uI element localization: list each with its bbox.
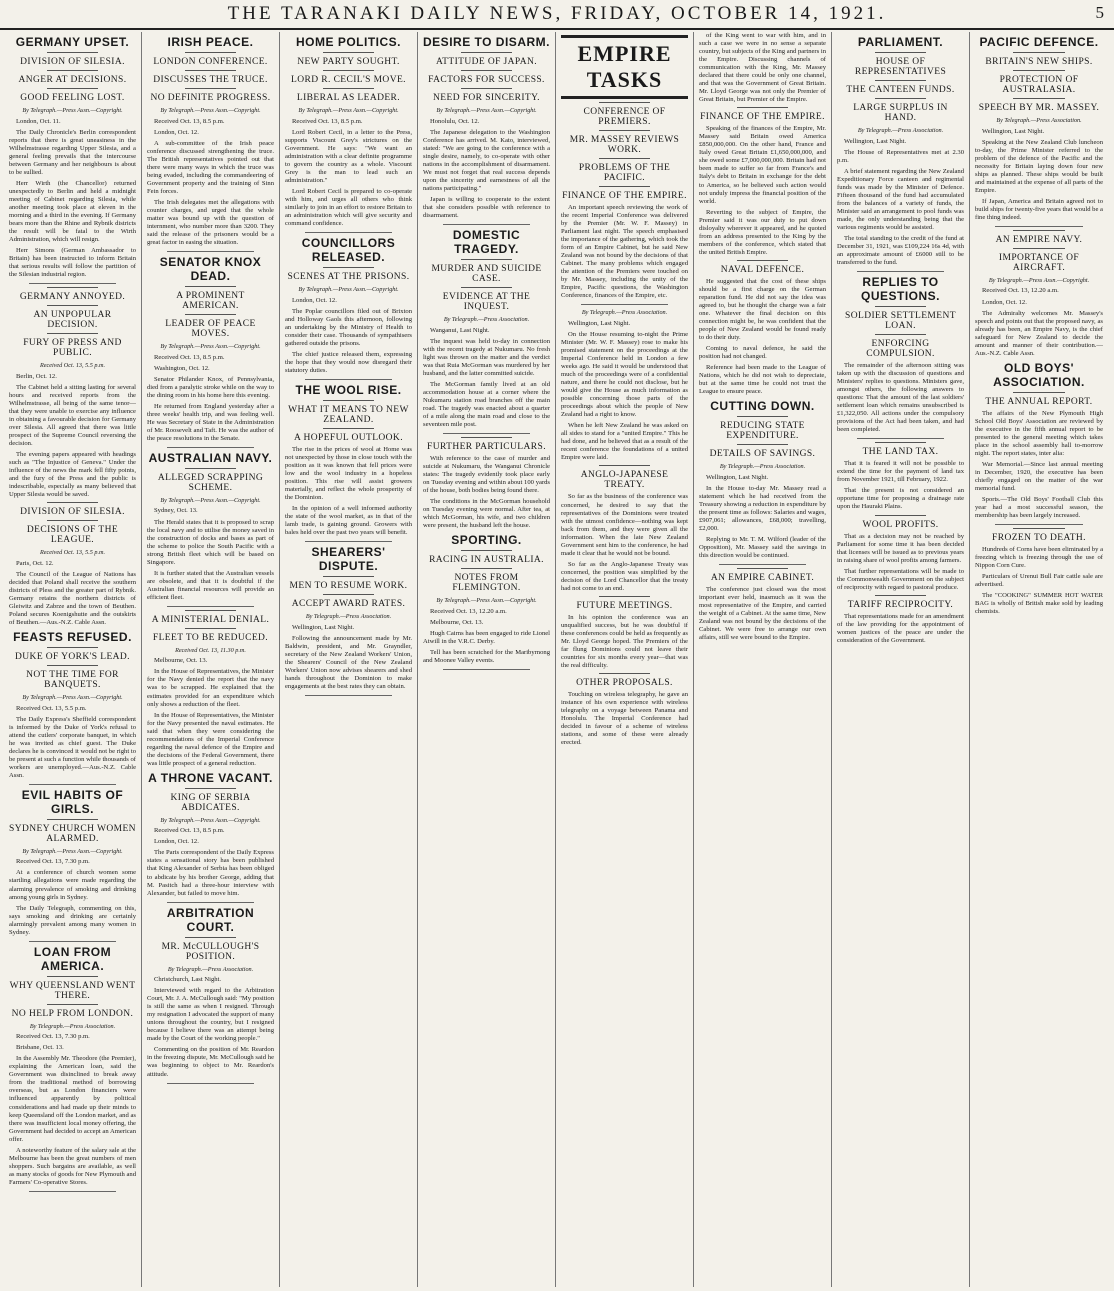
article-paragraph: Received Oct. 13, 8.5 p.m. xyxy=(154,353,225,361)
article-divider xyxy=(581,304,668,305)
article-paragraph: The Irish delegates met the allegations with counter charges, and urged that the whole matter was bound up with the question of internment, who number more than 3200. They said the release of the prisoners would be a great factor in easing the situation. xyxy=(147,198,274,246)
article-divider xyxy=(443,433,530,434)
article-credit: By Telegraph.—Press Assn.—Copyright. xyxy=(22,694,123,701)
article-subheading: LORD R. CECIL'S MOVE. xyxy=(285,70,412,85)
article-headline: REPLIES TO QUESTIONS. xyxy=(860,275,940,304)
article-subheading: NO HELP FROM LONDON. xyxy=(9,1004,136,1019)
article-subheading: AN UNPOPULAR DECISION. xyxy=(9,305,136,330)
article-paragraph: London, Oct. 12. xyxy=(154,128,199,136)
article-paragraph: That further representations will be made to the Commonwealth Government on the subject of reciprocity with regard to pastoral produce. xyxy=(837,567,964,591)
article-headline: OLD BOYS' ASSOCIATION. xyxy=(993,360,1085,389)
article-paragraph: With reference to the case of murder and suicide at Nukumaru, the Wanganui Chronicle states: The tragedy evidently took place early on Tuesday evening and within about 100 yards of the house, both bodies being found there. xyxy=(423,454,550,494)
article-subheading: DETAILS OF SAVINGS. xyxy=(699,444,826,459)
article-subheading: DECISIONS OF THE LEAGUE. xyxy=(9,520,136,545)
article-paragraph: Particulars of Urenui Bull Fair cattle sale are advertised. xyxy=(975,573,1103,589)
article-headline: DOMESTIC TRAGEDY. xyxy=(452,227,521,256)
article-paragraph: The remainder of the afternoon sitting was taken up with the discussion of questions and Ministers' replies to questions. Ministers gave, amongst others, the following answers to questions: That the amount of the last soldiers' settlement loan which remains unsubscribed is £1,322,050. All actions under the compulsory provisions of the Act had been taken, and had been completed. xyxy=(837,362,964,434)
article-paragraph: Tell has been scratched for the Maribyrnong and Moonee Valley events. xyxy=(423,648,550,664)
article-paragraph: Wellington, Last Night. xyxy=(982,127,1045,135)
article-paragraph: In his opinion the conference was an unqualified success, but he was doubtful if these conferences could be held as frequently as Mr. Lloyd George hoped. The Premiers of the far flung Dominions could not leave their countries for six months every year—that was the real difficulty. xyxy=(561,613,688,670)
article-subheading: CONFERENCE OF PREMIERS. xyxy=(561,102,688,127)
article-subheading: PROTECTION OF AUSTRALASIA. xyxy=(975,70,1103,95)
article-divider xyxy=(305,379,392,380)
article-subheading: NOTES FROM FLEMINGTON. xyxy=(423,568,550,593)
article-paragraph: The Daily Chronicle's Berlin correspondent reports that there is great uneasiness in the Wilhelmstrasse regarding Upper Silesia, and a general feeling prevails that the intercourse between Germany and her neighbours is about to be sullied. xyxy=(9,128,136,176)
article-credit: By Telegraph.—Press Assn.—Copyright. xyxy=(160,816,261,824)
column-4 xyxy=(418,32,556,1287)
article-subheading: DUKE OF YORK'S LEAD. xyxy=(9,647,136,662)
article-subheading: MEN TO RESUME WORK. xyxy=(285,576,412,591)
article-paragraph: Received Oct. 13, 12.20 a.m. xyxy=(430,607,507,615)
article-paragraph: London, Oct. 11. xyxy=(16,117,61,125)
article-divider xyxy=(719,564,806,565)
article-divider xyxy=(443,669,530,670)
article-subheading: LIBERAL AS LEADER. xyxy=(285,88,412,103)
article-paragraph: Sports.—The Old Boys' Football Club this year had a most successful season, the membership has been largely increased. xyxy=(975,496,1103,520)
article-paragraph: Christchurch, Last Night. xyxy=(154,976,222,984)
article-divider xyxy=(29,941,116,942)
article-subheading: NOT THE TIME FOR BANQUETS. xyxy=(9,665,136,690)
article-paragraph: The Paris correspondent of the Daily Express states a sensational story has been published that King Alexander of Serbia has been obliged to abdicate by his brother George, adding that M. Pasitch had a three-hour interview with Alexander, but failed to move him. xyxy=(147,849,274,897)
article-headline: ARBITRATION COURT. xyxy=(166,905,255,934)
article-paragraph: The McGorman family lived at an old accommodation house at a corner where the Nukumaru station road branches off the main road. The tragedy was enacted about a quarter of a mile along the main road and close to the seventeen mile post. xyxy=(423,380,550,428)
article-headline: COUNCILLORS RELEASED. xyxy=(301,235,396,264)
article-paragraph: That as a decision may not be reached by Parliament for some time it has been decided that licenses will be issued as to previous years in raising share of wool profits among farmers. xyxy=(837,532,964,564)
article-subheading: FLEET TO BE REDUCED. xyxy=(147,628,274,643)
article-paragraph: The Poplar councillors filed out of Brixton and Holloway Gaols this afternoon, following an undertaking by the Ministry of Health to consider their case. Thousands of sympathisers gathered outside the prisons. xyxy=(285,307,412,347)
article-subheading: FROZEN TO DEATH. xyxy=(975,528,1103,543)
article-paragraph: Herr Wirth (the Chancellor) returned unexpectedly to Berlin and held a midnight meeting of Cabinet regarding Silesia, while another meeting took place at eleven in the morning and a third in the evening. If Germany bears more than the Rhine and Rybnik districts the result will be fatal to the Wirth Administration, which will resign. xyxy=(9,179,136,243)
article-paragraph: That representations made for an amendment of the law providing for the appointment of women justices of the peace are under the consideration of the Government. xyxy=(837,612,964,644)
article-paragraph: It is further stated that the Australian vessels are obsolete, and that it is doubtful if the Australian financial resources will provide an efficient fleet. xyxy=(147,569,274,601)
article-paragraph: At a conference of church women some startling allegations were made regarding the alarming prevalence of smoking and drinking among young girls in Sydney. xyxy=(9,869,136,901)
article-headline: PARLIAMENT. xyxy=(857,35,944,49)
article-subheading: FURY OF PRESS AND PUBLIC. xyxy=(9,333,136,358)
article-credit: By Telegraph.—Press Assn.—Copyright. xyxy=(22,107,123,114)
article-subheading: RACING IN AUSTRALIA. xyxy=(423,550,550,565)
article-headline: PACIFIC DEFENCE. xyxy=(979,35,1099,49)
article-paragraph: In the House to-day Mr. Massey read a statement which he had received from the Treasury showing a reduction in expenditure by the present time as follows: Salaries and wages, £907,061; allowances, £68,000; travelling, £2,000. xyxy=(699,484,826,532)
article-credit: By Telegraph.—Press Association. xyxy=(996,117,1082,124)
article-credit: By Telegraph.—Press Assn.—Copyright. xyxy=(988,276,1090,284)
article-divider xyxy=(167,902,254,903)
article-headline: THE WOOL RISE. xyxy=(295,382,402,397)
article-divider xyxy=(857,438,944,439)
article-paragraph: Received Oct. 13, 7.30 p.m. xyxy=(16,858,90,866)
article-subheading: KING OF SERBIA ABDICATES. xyxy=(147,788,274,813)
article-paragraph: Received Oct. 13, 12.20 a.m. xyxy=(982,287,1059,295)
article-credit: By Telegraph.—Press Assn.—Copyright. xyxy=(160,343,261,351)
article-paragraph: Interviewed with regard to the Arbitration Court, Mr. J. A. McCullough said: "My position is still the same as when I resigned. Through my resignation I advocated the support of many unions throughout the country, but I resigned because I believe there was an attempt being made by the Court of the working people." xyxy=(147,987,274,1043)
article-subheading: MURDER AND SUICIDE CASE. xyxy=(423,259,550,284)
article-credit: By Telegraph.—Press Assn.—Copyright. xyxy=(436,597,537,605)
article-paragraph: A sub-committee of the Irish peace conference discussed strengthening the truce. The British representatives pointed out that there were many ways in which the truce was being evaded, including the commandeering of Government property and the training of Sinn Fein forces. xyxy=(147,139,274,195)
article-paragraph: London, Oct. 12. xyxy=(154,838,199,846)
article-paragraph: A brief statement regarding the New Zealand Expeditionary Force canteen and regimental funds was made by the Minister of Defence. Fifteen thousand of the fund had accumulated from the balances of a variety of funds, the Minister said an arrangement to pool funds was made, the only understanding being that the various regiments would be assisted. xyxy=(837,167,964,231)
article-paragraph: He returned from England yesterday after a three weeks' health trip, and was feeling well. He was Secretary of State in the Administration of Mr. Roosevelt and Taft. He was the author of the peace resolutions in the Senate. xyxy=(147,402,274,442)
article-credit: By Telegraph.—Press Assn.—Copyright. xyxy=(298,285,399,293)
article-headline: GERMANY UPSET. xyxy=(15,35,130,49)
article-subheading: FUTURE MEETINGS. xyxy=(561,596,688,611)
article-paragraph: Replying to Mr. T. M. Wilford (leader of the Opposition), Mr. Massey said the savings in this direction would be continued. xyxy=(699,536,826,560)
article-paragraph: The Council of the League of Nations has decided that Poland shall receive the southern districts of Pless and the greater part of Rybnik. Germany retains the northern districts of Gleiwitz and Zabrze and the town of Beuthen. Poland secures Koenigshutte and the outskirts of Beuthen.—Aus.-N.Z. Cable Assn. xyxy=(9,570,136,626)
article-headline: A THRONE VACANT. xyxy=(148,770,273,785)
article-paragraph: The evening papers appeared with headings such as "The Injustice of Geneva." Under the influence of the news the mark fell fifty points, and the fury of the Press and the public is indescribable, especially as many believed that Upper Silesia would be saved. xyxy=(9,451,136,499)
article-paragraph: The conditions in the McGorman household on Tuesday evening were normal. After tea, at which McGorman, his wife, and two children were present, the husband left the house. xyxy=(423,498,550,530)
article-divider xyxy=(167,606,254,607)
article-credit: By Telegraph.—Press Association. xyxy=(581,309,668,317)
article-headline: DESIRE TO DISARM. xyxy=(423,35,550,49)
article-paragraph: Sydney, Oct. 13. xyxy=(154,507,198,515)
article-subheading: NO DEFINITE PROGRESS. xyxy=(147,88,274,103)
article-credit: Received Oct. 13, 5.5 p.m. xyxy=(39,362,106,370)
article-paragraph: The total standing to the credit of the fund at December 31, 1921, was £109,224 16s 4d, with an approximate amount of £6000 still to be transferred to the fund. xyxy=(837,234,964,266)
article-paragraph: The House of Representatives met at 2.30 p.m. xyxy=(837,148,964,164)
article-subheading: DISCUSSES THE TRUCE. xyxy=(147,70,274,85)
article-paragraph: Brisbane, Oct. 13. xyxy=(16,1044,64,1052)
article-paragraph: Hundreds of Corns have been eliminated by a freezing which is freezing through the use of Nippon Corn Cure. xyxy=(975,546,1103,570)
newspaper-title: THE TARANAKI DAILY NEWS, FRIDAY, OCTOBER 14, 1921. xyxy=(227,3,887,24)
article-divider xyxy=(443,224,530,225)
article-subheading: AN EMPIRE NAVY. xyxy=(975,230,1103,245)
article-paragraph: Japan is willing to cooperate to the extent that she considers possible with reference to disarmament. xyxy=(423,195,550,219)
article-paragraph: Hugh Cairns has been engaged to ride Lionel Atwill in the V.R.C. Derby. xyxy=(423,629,550,645)
article-paragraph: Lord Robert Cecil is prepared to co-operate with him, and urges all others who think similarly to join in an effort to restore Britain to an administration which will give security and command confidence. xyxy=(285,187,412,227)
article-paragraph: An important speech reviewing the work of the recent Imperial Conference was delivered by the Premier (Mr. W. F. Massey) in Parliament last night. The speech emphasised the importance of the gathering, which took the form of an Empire Cabinet, but he said New Zealand was not bound by the decisions of that Cabinet. The many problems which engaged the attention of the Premiers were touched on by Mr. Massey, including the unity of the Empire, Pacific questions, the Washington Conference, finances of the Empire, etc. xyxy=(561,204,688,300)
page-number: 5 xyxy=(1095,3,1104,22)
article-subheading: HOUSE OF REPRESENTATIVES xyxy=(837,52,964,77)
article-paragraph: Received Oct. 13, 8.5 p.m. xyxy=(154,827,225,835)
article-credit: Received Oct. 13, 5.5 p.m. xyxy=(39,549,106,557)
article-subheading: SOLDIER SETTLEMENT LOAN. xyxy=(837,306,964,331)
column-8 xyxy=(970,32,1108,1287)
article-paragraph: The Herald states that it is proposed to scrap the local navy and to utilise the money saved in the construction of docks and bases as part of the scheme to police the South Pacific with a strong British fleet which will be based on Singapore. xyxy=(147,518,274,566)
article-paragraph: Reverting to the subject of Empire, the Premier said it was our duty to put down disloyalty wherever it appeared, and he quoted from an address presented to the King by the members of the conference, which stated that the united British Empire. xyxy=(699,208,826,256)
article-subheading: SYDNEY CHURCH WOMEN ALARMED. xyxy=(9,819,136,844)
article-headline: SENATOR KNOX DEAD. xyxy=(159,255,262,284)
article-paragraph: Touching on wireless telegraphy, he gave an instance of his own experience with wireless telegraphy on a voyage between Panama and Honolulu. The Imperial Conference had decided in favour of a scheme of wireless stations, and some of these were already erected. xyxy=(561,691,688,747)
article-subheading: SPEECH BY MR. MASSEY. xyxy=(975,98,1103,113)
article-paragraph: London, Oct. 12. xyxy=(292,296,337,304)
article-subheading: EVIDENCE AT THE INQUEST. xyxy=(423,287,550,312)
article-credit: By Telegraph.—Press Association. xyxy=(857,127,944,134)
article-credit: By Telegraph.—Press Association. xyxy=(167,965,254,973)
article-subheading: DIVISION OF SILESIA. xyxy=(9,502,136,517)
article-subheading: LARGE SURPLUS IN HAND. xyxy=(837,98,964,123)
article-paragraph: The chief justice released them, expressing the hope that they would now disregard their statutory duties. xyxy=(285,350,412,374)
article-divider xyxy=(29,784,116,785)
article-paragraph: That it is feared it will not be possible to extend the time for the payment of land tax from November 1921, till February, 1922. xyxy=(837,460,964,484)
article-subheading: DIVISION OF SILESIA. xyxy=(9,52,136,67)
article-paragraph: The conference just closed was the most important ever held, inasmuch as it was the most representative of the Empire, and carried the weight of a Cabinet. At the same time, New Zealand was not bound by the decisions of the Cabinet. We were free to arrange our own affairs, still we were bound to the Empire. xyxy=(699,586,826,642)
article-credit: Received Oct. 13, 11.30 p.m. xyxy=(175,646,246,654)
article-headline: FEASTS REFUSED. xyxy=(13,630,132,644)
article-subheading: ENFORCING COMPULSION. xyxy=(837,334,964,359)
article-paragraph: Received Oct. 13, 8.5 p.m. xyxy=(292,117,363,125)
article-subheading: FINANCE OF THE EMPIRE. xyxy=(561,186,688,201)
article-paragraph: If Japan, America and Britain agreed not to build ships for twenty-five years that would be a fine thing indeed. xyxy=(975,197,1103,221)
article-headline: EMPIRE TASKS xyxy=(561,35,688,99)
article-paragraph: Wellington, Last Night. xyxy=(844,137,907,145)
article-divider xyxy=(305,232,392,233)
article-subheading: WHY QUEENSLAND WENT THERE. xyxy=(9,976,136,1001)
article-credit: By Telegraph.—Press Association. xyxy=(443,315,530,323)
article-paragraph: of the King went to war with him, and in such a case we were in no sense a separate country, but subjects of the King and partners in the Empire. Discussing channels of communication with the King, Mr. Massey declared that there could be only one channel, and that was the Government of Great Britain. Mr. Lloyd George was not only the Premier of Great Britain, but Premier of the Empire. xyxy=(699,32,826,104)
article-subheading: AN EMPIRE CABINET. xyxy=(699,568,826,583)
article-paragraph: Speaking at the New Zealand Club luncheon to-day, the Prime Minister referred to the problem of the defence of the Pacific and the necessity for Britain laying down four new ships as planned. These ships would be built and maintained at the expense of all parts of the Empire. xyxy=(975,138,1103,194)
article-paragraph: Following the announcement made by Mr. Baldwin, president, and Mr. Grayndler, secretary of the New Zealand Workers' Union, the Shearers' Council of the New Zealand Workers' Union now advises shearers and shed hands throughout the Dominion to make engagements at the best rates they can obtain. xyxy=(285,634,412,690)
article-credit: By Telegraph.—Press Assn.—Copyright. xyxy=(436,107,537,114)
article-subheading: ANGER AT DECISIONS. xyxy=(9,70,136,85)
article-subheading: NAVAL DEFENCE. xyxy=(699,260,826,275)
article-subheading: SCENES AT THE PRISONS. xyxy=(285,267,412,282)
article-paragraph: In the opinion of a well informed authority the state of the wool market, as in that of the lamb trade, is gaining ground. Growers with bales held over the past two years will benefit. xyxy=(285,505,412,537)
article-headline: LOAN FROM AMERICA. xyxy=(33,944,112,973)
article-subheading: WHAT IT MEANS TO NEW ZEALAND. xyxy=(285,400,412,425)
article-paragraph: Wellington, Last Night. xyxy=(568,319,631,327)
article-paragraph: So far as the Anglo-Japanese Treaty was concerned, the position was simplified by the decision of the Lord Chancellor that the treaty had not come to an end. xyxy=(561,560,688,592)
article-divider xyxy=(305,695,392,696)
article-subheading: THE LAND TAX. xyxy=(837,442,964,457)
article-subheading: GOOD FEELING LOST. xyxy=(9,88,136,103)
article-headline: IRISH PEACE. xyxy=(167,35,254,49)
article-subheading: A HOPEFUL OUTLOOK. xyxy=(285,428,412,443)
article-subheading: NEW PARTY SOUGHT. xyxy=(285,52,412,67)
article-subheading: TARIFF RECIPROCITY. xyxy=(837,595,964,610)
article-paragraph: Reference had been made to the League of Nations, which he did not wish to depreciate, but at the same time he could not trust the League to ensure peace. xyxy=(699,364,826,396)
article-headline: HOME POLITICS. xyxy=(295,35,401,49)
article-paragraph: Senator Philander Knox, of Pennsylvania, died from a paralytic stroke while on the way to the dining room in his home here this evening. xyxy=(147,375,274,399)
article-paragraph: In the House of Representatives, the Minister for the Navy presented the naval estimates. He said that when they were considering the recommendations of the Imperial Conference regarding the naval defence of the Empire and the decisions of the Federal Government, there was little prospect of a general reduction. xyxy=(147,711,274,767)
article-subheading: PROBLEMS OF THE PACIFIC. xyxy=(561,158,688,183)
article-credit: By Telegraph.—Press Assn.—Copyright. xyxy=(298,107,399,114)
article-divider xyxy=(167,251,254,252)
article-paragraph: In the House of Representatives, the Minister for the Navy denied the report that the navy was to be scrapped. He explained that the estimates provided for an expenditure which only shows a reduction of the fleet. xyxy=(147,668,274,708)
article-credit: By Telegraph.—Press Association. xyxy=(29,1022,116,1030)
article-paragraph: Berlin, Oct. 12. xyxy=(16,372,57,380)
article-headline: CUTTING DOWN. xyxy=(710,399,815,414)
article-paragraph: He suggested that the cost of these ships should be a first charge on the German reparation fund. He did not say the idea was agreed to, but he thought the charge was a fair one. Whatever the final decision on this connection might be, he was confident that the people of New Zealand would be found ready to do their duty. xyxy=(699,277,826,341)
masthead xyxy=(0,0,1114,30)
article-paragraph: On the House resuming to-night the Prime Minister (Mr. W. F. Massey) rose to make his promised statement on the proceedings at the Imperial Conference held in London a few weeks ago. He said it would be understood that much of the proceedings were of a confidential nature, and there he could not disclose, but he would give the House as much information as possible concerning those parts of the proceedings about which the people of New Zealand had a right to know. xyxy=(561,330,688,419)
article-paragraph: Herr Simons (German Ambassador to Britain) has been instructed to inform Britain that serious results will follow the partition of the Silesian industrial region. xyxy=(9,247,136,279)
article-paragraph: A noteworthy feature of the salary sale at the Melbourne has been the great numbers of men shoppers. Such bargains are available, as well as many stocks of goods for New Plymouth and Farmers' Co-operative Stores. xyxy=(9,1146,136,1186)
article-paragraph: The Daily Express's Sheffield correspondent is informed by the Duke of York's refusal to attend the cutlers' corporate banquet, in which he was invited as chief guest. The Duke declares he is convinced it would not be right to be present at such a function while thousands of workers are unemployed.—Aus.-N.Z. Cable Assn. xyxy=(9,715,136,779)
article-paragraph: The Daily Telegraph, commenting on this, says smoking and drinking are certainly alarmingly prevalent among many women in Sydney. xyxy=(9,904,136,936)
article-divider xyxy=(29,1191,116,1192)
article-paragraph: So far as the business of the conference was concerned, he desired to say that the representatives of the Dominions were treated with the utmost confidence—nothing was kept back from them, and they were given all the information. When the late New Zealand Government sent him to the conference, he had made it clear that he would not be bound. xyxy=(561,493,688,557)
article-subheading: IMPORTANCE OF AIRCRAFT. xyxy=(975,248,1103,273)
article-subheading: LONDON CONFERENCE. xyxy=(147,52,274,67)
article-headline: AUSTRALIAN NAVY. xyxy=(148,450,273,465)
article-subheading: MR. McCULLOUGH'S POSITION. xyxy=(147,937,274,962)
article-paragraph: Received Oct. 13, 8.5 p.m. xyxy=(154,117,225,125)
article-paragraph: Lord Robert Cecil, in a letter to the Press, supports Viscount Grey's strictures on the Government. He says: "We want an administration with a clear definite programme to govern the country as a whole. Viscount Grey is the man to lead such an administration." xyxy=(285,128,412,184)
article-credit: By Telegraph.—Press Association. xyxy=(305,613,392,621)
article-subheading: NEED FOR SINCERITY. xyxy=(423,88,550,103)
article-subheading: MR. MASSEY REVIEWS WORK. xyxy=(561,130,688,155)
article-subheading: OTHER PROPOSALS. xyxy=(561,673,688,688)
article-subheading: LEADER OF PEACE MOVES. xyxy=(147,314,274,339)
column-1 xyxy=(4,32,142,1287)
article-paragraph: Received Oct. 13, 5.5 p.m. xyxy=(16,704,87,712)
article-headline: SPORTING. xyxy=(451,533,522,548)
column-2 xyxy=(142,32,280,1287)
article-paragraph: Melbourne, Oct. 13. xyxy=(430,618,484,626)
article-paragraph: Melbourne, Oct. 13. xyxy=(154,657,208,665)
article-subheading: ANGLO-JAPANESE TREATY. xyxy=(561,465,688,490)
article-subheading: FURTHER PARTICULARS. xyxy=(423,437,550,452)
article-subheading: REDUCING STATE EXPENDITURE. xyxy=(699,416,826,441)
article-subheading: ACCEPT AWARD RATES. xyxy=(285,594,412,609)
article-paragraph: In the Assembly Mr. Theodore (the Premier), explaining the American loan, said the Government was disinclined to break away from the traditional method of borrowing overseas, but as London financiers were influenced apparently by political considerations and had made up their minds to keep Queensland off the London market, and as there was insufficient local money offering, the Government had decided to accept an American offer. xyxy=(9,1055,136,1143)
article-divider xyxy=(167,447,254,448)
article-paragraph: The inquest was held to-day in connection with the recent tragedy at Nukumaru. No fresh light was thrown on the matter and the verdict was that Ruia McGorman was murdered by her husband, and the latter committed suicide. xyxy=(423,337,550,377)
article-paragraph: The Cabinet held a sitting lasting for several hours and received reports from the Wilhelmstrasse, all being of the same tenor—that they were unable to exercise any influence in obtaining a favourable decision for Germany over Silesia. All agreed that there was little prospect of the Supreme Council reversing the decision. xyxy=(9,383,136,447)
column-5 xyxy=(556,32,694,1287)
article-subheading: BRITAIN'S NEW SHIPS. xyxy=(975,52,1103,67)
article-paragraph: Honolulu, Oct. 12. xyxy=(430,117,480,125)
article-paragraph: Commenting on the position of Mr. Reardon in the freezing dispute, Mr. McCullough said he was beginning to object to Mr. Reardon's attitude. xyxy=(147,1046,274,1078)
article-paragraph: The affairs of the New Plymouth High School Old Boys' Association are reviewed by the executive in the fifth annual report to be presented to the general meeting which takes place in the school assembly hall to-morrow night. The report states, inter alia: xyxy=(975,409,1103,457)
article-divider xyxy=(29,283,116,284)
article-paragraph: The rise in the prices of wool at Home was not unexpected by those in close touch with the position as it was known that fell prices were low and the wool industry in a hopeless position. This rise will assist growers materially, and reflect the whole prosperity of the Dominion. xyxy=(285,445,412,501)
article-paragraph: Wellington, Last Night. xyxy=(292,623,355,631)
article-subheading: A MINISTERIAL DENIAL. xyxy=(147,610,274,625)
column-3 xyxy=(280,32,418,1287)
article-subheading: WOOL PROFITS. xyxy=(837,515,964,530)
article-subheading: A PROMINENT AMERICAN. xyxy=(147,286,274,311)
column-6 xyxy=(694,32,832,1287)
article-paragraph: Received Oct. 13, 7.30 p.m. xyxy=(16,1033,90,1041)
article-credit: By Telegraph.—Press Association. xyxy=(719,463,806,471)
article-paragraph: The Admiralty welcomes Mr. Massey's speech and points out that the proposed navy, as already has been, an Empire Navy, is the chief safeguard for New Zealand to decide the amount and manner of their contribution.—Aus.-N.Z. Cable Assn. xyxy=(975,309,1103,357)
article-paragraph: When he left New Zealand he was asked on all sides to stand for a "united Empire." This he had done, and he believed that as a result of the recent conference the foundations of a united Empire were laid. xyxy=(561,422,688,462)
article-headline: SHEARERS' DISPUTE. xyxy=(311,545,386,574)
article-paragraph: Washington, Oct. 12. xyxy=(154,364,210,372)
article-paragraph: Wellington, Last Night. xyxy=(706,473,769,481)
article-credit: By Telegraph.—Press Assn.—Copyright. xyxy=(22,847,123,855)
article-subheading: GERMANY ANNOYED. xyxy=(9,287,136,302)
article-paragraph: London, Oct. 12. xyxy=(982,298,1027,306)
article-paragraph: The "COOKING" SUMMER HOT WATER BAG is wholly of British make sold by leading chemists. xyxy=(975,592,1103,616)
article-subheading: FACTORS FOR SUCCESS. xyxy=(423,70,550,85)
article-divider xyxy=(305,541,392,542)
article-divider xyxy=(995,524,1083,525)
article-divider xyxy=(995,226,1083,227)
article-paragraph: Coming to naval defence, he said the position had not changed. xyxy=(699,345,826,361)
article-paragraph: Speaking of the finances of the Empire, Mr. Massey said Britain owed America £850,000,000. On the other hand, France and Italy owed Great Britain £1,650,000,000, and she owed some £7,000,000,000. Britain had not been made to suffer so far from France's and Italy's debt to Britain in exchange for the debt to America, so he believed such action would not unduly impress the financial position of the world. xyxy=(699,125,826,205)
article-subheading: ALLEGED SCRAPPING SCHEME. xyxy=(147,468,274,493)
article-headline: EVIL HABITS OF GIRLS. xyxy=(21,787,124,816)
article-divider xyxy=(167,1083,254,1084)
article-paragraph: War Memorial.—Since last annual meeting in December, 1920, the executive has been chiefly engaged on the matter of the war memorial fund. xyxy=(975,460,1103,492)
article-subheading: THE ANNUAL REPORT. xyxy=(975,392,1103,407)
column-7 xyxy=(832,32,970,1287)
article-paragraph: The Japanese delegation to the Washington Conference has arrived. M. Kato, interviewed, stated: "We are going to the conference with a single desire, namely, to co-operate with other nations in the accomplishment of disarmament. We must not forget that real success depends upon the sincerity and earnestness of all the nations participating." xyxy=(423,128,550,192)
article-paragraph: That the present is not considered an opportune time for proposing a drainage rate upon the Hauraki Plains. xyxy=(837,487,964,511)
article-paragraph: Wanganui, Last Night. xyxy=(430,326,490,334)
article-divider xyxy=(857,271,944,272)
article-credit: By Telegraph.—Press Assn.—Copyright. xyxy=(160,107,261,114)
article-subheading: FINANCE OF THE EMPIRE. xyxy=(699,107,826,122)
article-subheading: THE CANTEEN FUNDS. xyxy=(837,80,964,95)
article-paragraph: Paris, Oct. 12. xyxy=(16,559,54,567)
article-subheading: ATTITUDE OF JAPAN. xyxy=(423,52,550,67)
article-credit: By Telegraph.—Press Assn.—Copyright. xyxy=(160,496,261,504)
newspaper-columns xyxy=(4,32,1110,1287)
